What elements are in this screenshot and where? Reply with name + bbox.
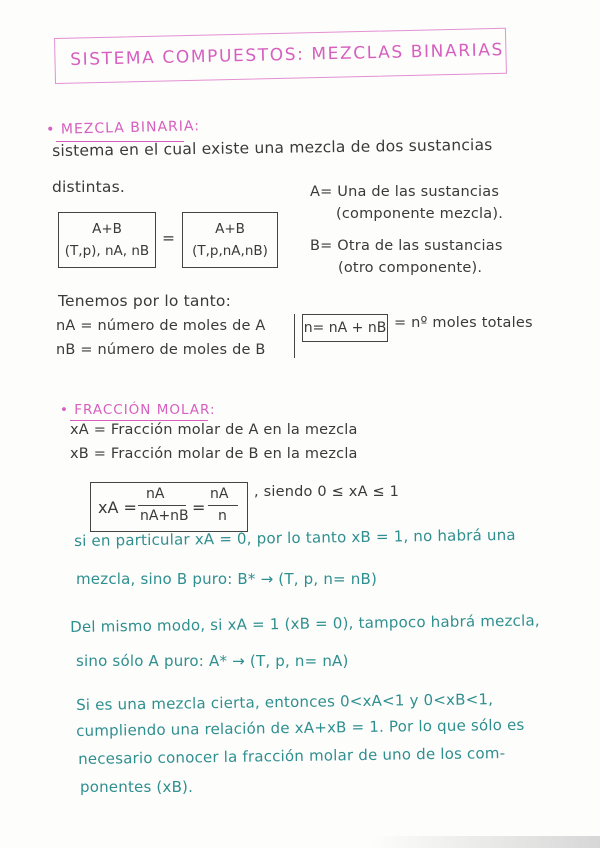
xb-definition: xB = Fracción molar de B en la mezcla (70, 446, 358, 462)
xa-definition: xA = Fracción molar de A en la mezcla (70, 422, 358, 438)
formula-numerator-1: nA (146, 486, 165, 502)
paragraph1-line1: si en particular xA = 0, por lo tanto xB = 1, no habrá una (74, 525, 516, 550)
page-title: SISTEMA COMPUESTOS: MEZCLAS BINARIAS (70, 40, 505, 70)
formula-numerator-2: nA (210, 486, 229, 502)
formula-equals: = (192, 498, 206, 517)
box1-line2: (T,p), nA, nB (64, 243, 150, 259)
paragraph3-line1: Si es una mezcla cierta, entonces 0<xA<1 y 0<xB<1, (76, 690, 494, 714)
paragraph3-line3: necesario conocer la fracción molar de uno de los com- (78, 744, 506, 768)
state-box-2 (182, 212, 278, 268)
na-definition: nA = número de moles de A (56, 318, 266, 334)
fraction-bar-1 (138, 505, 186, 506)
a-definition-line1: A= Una de las sustancias (310, 184, 500, 200)
nb-definition: nB = número de moles de B (56, 342, 266, 358)
paragraph2-line2: sino sólo A puro: A* → (T, p, n= nA) (76, 652, 349, 670)
equals-sign: = (162, 229, 176, 247)
n-total-formula: n= nA + nB (303, 320, 387, 336)
formula-denominator-1: nA+nB (140, 508, 189, 524)
box2-line1: A+B (215, 221, 245, 237)
mezcla-definition-line1: sistema en el cual existe una mezcla de dos sustancias (52, 135, 493, 160)
box2-line2: (T,p,nA,nB) (192, 243, 268, 259)
fraccion-underline (70, 420, 208, 421)
fraccion-heading: • FRACCIÓN MOLAR: (60, 402, 216, 418)
formula-xa-label: xA = (98, 498, 137, 517)
paragraph3-line4: ponentes (xB). (80, 778, 194, 796)
paragraph1-line2: mezcla, sino B puro: B* → (T, p, n= nB) (76, 570, 378, 588)
box1-line1: A+B (92, 221, 122, 237)
n-total-box (302, 314, 388, 342)
grouping-bracket (294, 314, 295, 358)
b-definition-line1: B= Otra de las sustancias (310, 238, 503, 254)
paragraph3-line2: cumpliendo una relación de xA+xB = 1. Por lo que sólo es (76, 715, 525, 740)
page-shadow (370, 836, 600, 848)
formula-denominator-2: n (218, 508, 227, 524)
tenemos-text: Tenemos por lo tanto: (58, 292, 232, 310)
b-definition-line2: (otro componente). (338, 260, 483, 276)
a-definition-line2: (componente mezcla). (336, 206, 504, 222)
paragraph2-line1: Del mismo modo, si xA = 1 (xB = 0), tampoco habrá mezcla, (70, 611, 540, 636)
n-total-text: = nº moles totales (394, 315, 533, 331)
state-box-1 (58, 212, 156, 268)
mezcla-definition-line2: distintas. (52, 178, 126, 196)
mezcla-heading: • MEZCLA BINARIA: (46, 118, 201, 138)
siendo-text: , siendo 0 ≤ xA ≤ 1 (254, 484, 400, 500)
fraction-bar-2 (208, 505, 238, 506)
